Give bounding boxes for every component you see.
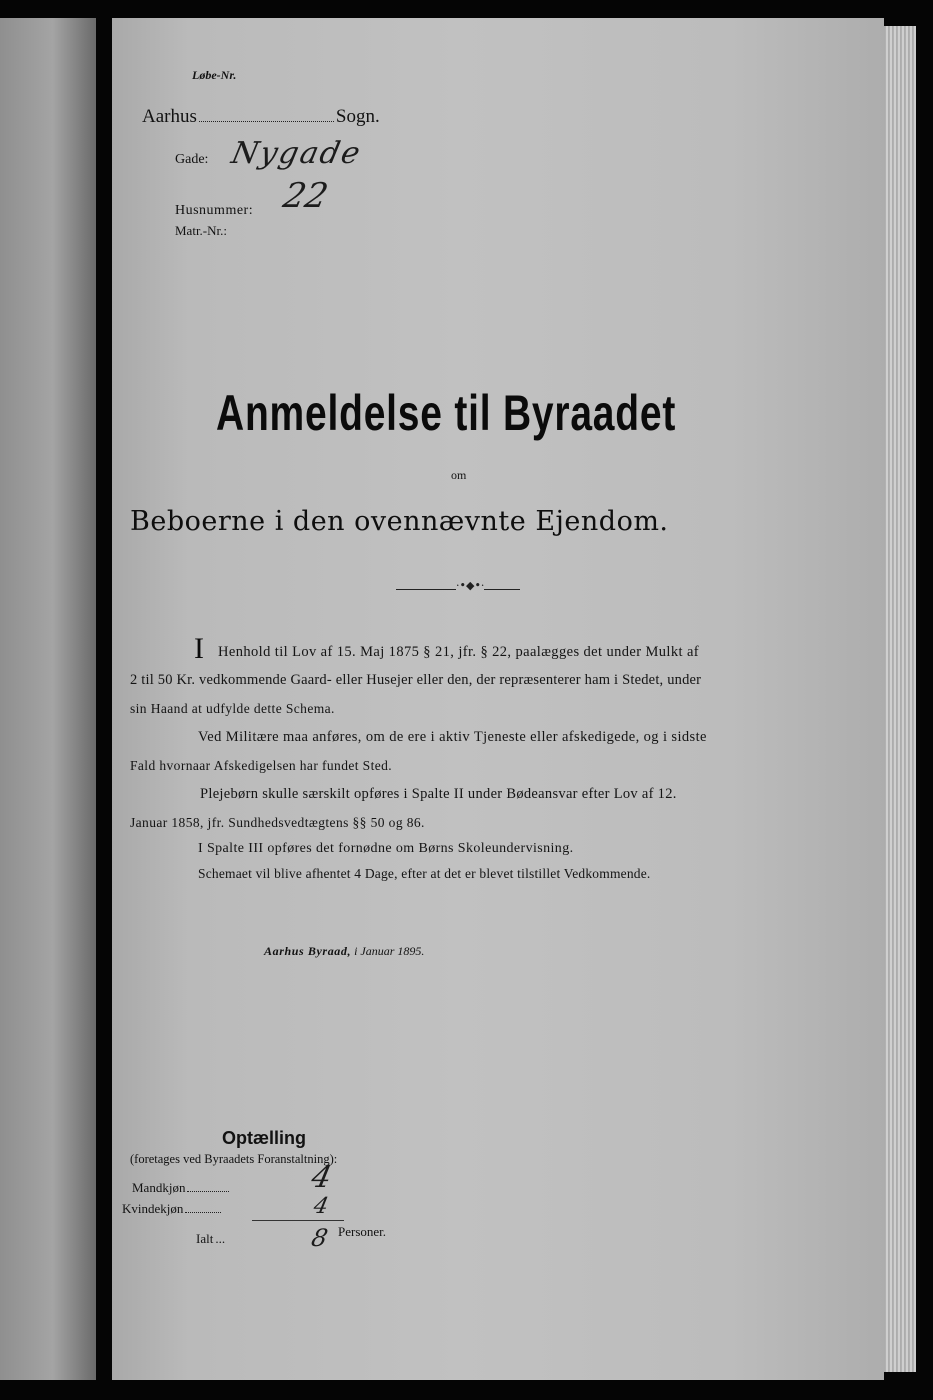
ornament-rule-right <box>484 589 520 590</box>
husnummer-value: 22 <box>279 176 332 216</box>
document-page <box>112 18 884 1380</box>
gade-value: Nygade <box>228 136 365 171</box>
mandkjon-row <box>132 1180 229 1196</box>
instruction-line: sin Haand at udfylde dette Schema. <box>130 701 335 716</box>
count-note: (foretages ved Byraadets Foranstaltning): <box>130 1152 338 1166</box>
instruction-line: 2 til 50 Kr. vedkommende Gaard- eller Husejer eller den, der repræsenterer ham i Stedet, under <box>130 672 702 688</box>
instruction-line: Fald hvornaar Afskedigelsen har fundet Sted. <box>130 758 393 773</box>
date: i Januar 1895. <box>354 944 425 958</box>
gade-label: Gade: <box>175 152 209 167</box>
ialt-row <box>196 1231 225 1247</box>
page-title: Anmeldelse til Byraadet <box>216 385 677 441</box>
matr-label: Matr.-Nr.: <box>175 223 227 238</box>
kvindekjon-dots <box>185 1212 221 1213</box>
ialt-label: Ialt <box>196 1231 214 1246</box>
personer-label: Personer. <box>338 1224 387 1239</box>
signature-line <box>264 944 424 959</box>
city-label: Aarhus <box>142 106 197 127</box>
ornament-rule-left <box>396 589 456 590</box>
sogn-dotted-line <box>199 121 334 122</box>
instruction-line: Henhold til Lov af 15. Maj 1875 § 21, jfr. § 22, paalægges det under Mulkt af <box>218 644 700 660</box>
instruction-line: Januar 1858, jfr. Sundhedsvedtægtens §§ 50 og 86. <box>130 815 425 830</box>
husnummer-label: Husnummer: <box>175 203 254 218</box>
drop-cap: I <box>194 632 204 665</box>
ialt-value: 8 <box>309 1224 331 1252</box>
sogn-line <box>142 106 380 128</box>
instruction-line: Schemaet vil blive afhentet 4 Dage, efter at det er blevet tilstillet Vedkommende. <box>198 866 651 881</box>
page-subtitle: Beboerne i den ovennævnte Ejendom. <box>130 506 669 537</box>
sogn-label: Sogn. <box>335 106 380 127</box>
signature: Aarhus Byraad, <box>264 944 352 958</box>
kvindekjon-label: Kvindekjøn <box>122 1201 184 1216</box>
lobe-nr-label: Løbe-Nr. <box>192 68 237 82</box>
kvindekjon-row <box>122 1201 221 1217</box>
mandkjon-dots <box>187 1191 229 1192</box>
previous-page-edge <box>0 18 96 1380</box>
ialt-dots: ... <box>215 1231 226 1246</box>
instruction-line: Plejebørn skulle særskilt opføres i Spalte II under Bødeansvar efter Lov af 12. <box>200 786 677 802</box>
mandkjon-value: 4 <box>308 1160 335 1195</box>
count-heading: Optælling <box>222 1128 306 1148</box>
instruction-line: Ved Militære maa anføres, om de ere i aktiv Tjeneste eller afskedigede, og i sidste <box>198 729 707 745</box>
kvindekjon-value: 4 <box>311 1194 331 1219</box>
title-connector: om <box>451 468 467 482</box>
mandkjon-label: Mandkjøn <box>132 1180 186 1195</box>
sum-rule <box>252 1220 344 1221</box>
instruction-line: I Spalte III opføres det fornødne om Børns Skoleundervisning. <box>198 841 574 856</box>
ornament-icon: ·•◆•· <box>456 579 485 592</box>
